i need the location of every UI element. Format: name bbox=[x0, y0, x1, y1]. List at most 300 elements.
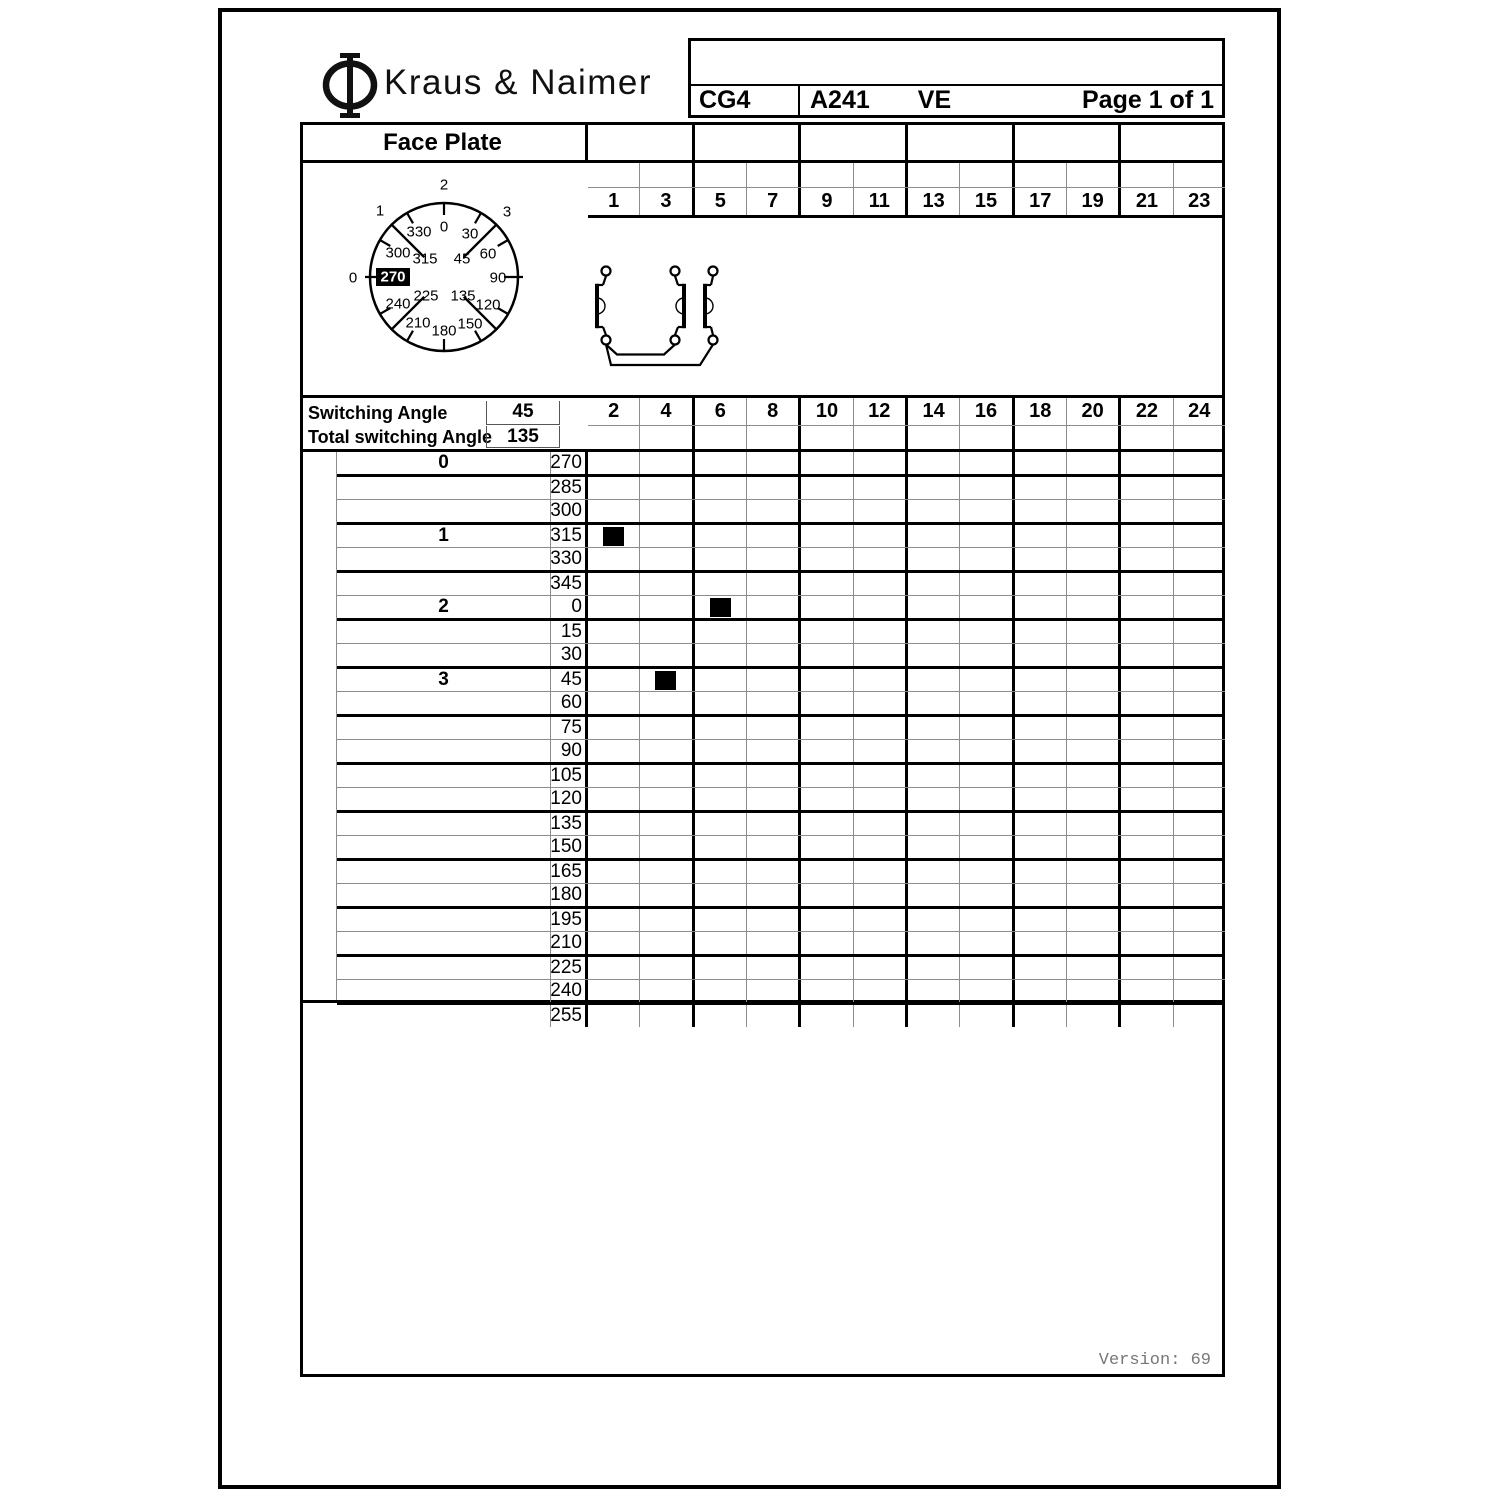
contact-state-cell bbox=[960, 573, 1014, 595]
contact-col-header-5: 5 bbox=[695, 188, 747, 215]
position-label-cell bbox=[337, 740, 551, 762]
contact-state-cell bbox=[588, 500, 640, 522]
contact-state-cell bbox=[908, 525, 960, 547]
contact-state-cell bbox=[854, 644, 908, 666]
position-label-cell: 1 bbox=[337, 525, 551, 547]
header-spacer-cell bbox=[960, 426, 1014, 449]
contact-state-cell bbox=[1174, 765, 1225, 787]
contact-state-cell bbox=[747, 573, 801, 595]
table-row-45 bbox=[337, 669, 1225, 692]
contact-col-header-6: 6 bbox=[695, 398, 747, 425]
contact-state-cell bbox=[1015, 500, 1067, 522]
title-block-info-row bbox=[691, 86, 1222, 115]
contact-state-cell bbox=[640, 788, 694, 810]
contact-state-cell bbox=[695, 477, 747, 499]
position-label-cell bbox=[337, 548, 551, 570]
angle-cell: 15 bbox=[551, 621, 588, 643]
table-row-165 bbox=[337, 861, 1225, 884]
contact-state-cell bbox=[854, 909, 908, 931]
contact-state-cell bbox=[588, 596, 640, 618]
position-label-cell bbox=[337, 765, 551, 787]
position-label-cell bbox=[337, 788, 551, 810]
contact-state-cell bbox=[1174, 477, 1225, 499]
angle-cell: 345 bbox=[551, 573, 588, 595]
contact-state-cell bbox=[1015, 957, 1067, 979]
contact-state-cell bbox=[854, 548, 908, 570]
contact-state-cell bbox=[1067, 884, 1121, 906]
contact-state-cell bbox=[960, 452, 1014, 474]
contact-state-cell bbox=[1174, 717, 1225, 739]
svg-text:225: 225 bbox=[413, 287, 439, 305]
faceplate-dial-panel bbox=[300, 163, 588, 395]
position-label-cell bbox=[337, 573, 551, 595]
contact-state-cell bbox=[1067, 500, 1121, 522]
contact-state-cell bbox=[1174, 621, 1225, 643]
contact-state-cell bbox=[908, 452, 960, 474]
position-label-cell bbox=[337, 621, 551, 643]
contact-state-cell bbox=[854, 884, 908, 906]
contact-state-cell bbox=[960, 909, 1014, 931]
angle-cell: 150 bbox=[551, 836, 588, 858]
header-spacer-cell bbox=[1121, 163, 1173, 187]
contact-state-cell bbox=[960, 548, 1014, 570]
header-spacer-cell bbox=[747, 426, 801, 449]
angle-cell: 135 bbox=[551, 813, 588, 835]
contact-state-cell bbox=[960, 740, 1014, 762]
contact-header-even-spacer-row bbox=[588, 426, 1225, 449]
header-spacer-cell bbox=[747, 163, 801, 187]
contact-state-cell bbox=[801, 909, 853, 931]
contact-state-cell bbox=[1121, 525, 1173, 547]
contact-col-header-1: 1 bbox=[588, 188, 640, 215]
contact-col-header-2: 2 bbox=[588, 398, 640, 425]
contact-closed-mark bbox=[603, 527, 624, 546]
svg-text:270: 270 bbox=[380, 268, 406, 286]
position-label-cell bbox=[337, 932, 551, 954]
header-spacer-cell bbox=[1174, 426, 1225, 449]
contact-state-cell bbox=[1121, 621, 1173, 643]
contact-state-cell bbox=[588, 861, 640, 883]
contact-state-cell bbox=[1067, 596, 1121, 618]
contact-state-cell bbox=[1067, 621, 1121, 643]
contact-state-cell bbox=[747, 909, 801, 931]
contact-state-cell bbox=[1067, 669, 1121, 691]
contact-state-cell bbox=[854, 500, 908, 522]
contact-state-cell bbox=[801, 884, 853, 906]
position-label-cell: 0 bbox=[337, 452, 551, 474]
contact-state-cell bbox=[854, 692, 908, 714]
contact-state-cell bbox=[1015, 596, 1067, 618]
contact-state-cell bbox=[747, 836, 801, 858]
contact-state-cell bbox=[695, 692, 747, 714]
angle-cell: 60 bbox=[551, 692, 588, 714]
table-row-285 bbox=[337, 477, 1225, 500]
contact-state-cell bbox=[640, 884, 694, 906]
contact-state-cell bbox=[908, 644, 960, 666]
contact-state-cell bbox=[1015, 573, 1067, 595]
contact-state-cell bbox=[747, 813, 801, 835]
contact-header-odd-numbers-row bbox=[588, 188, 1225, 215]
contact-state-cell bbox=[747, 500, 801, 522]
contact-state-cell bbox=[801, 477, 853, 499]
svg-text:30: 30 bbox=[461, 225, 479, 243]
contact-state-cell bbox=[1067, 644, 1121, 666]
contact-state-cell bbox=[640, 669, 694, 691]
contact-state-cell bbox=[960, 980, 1014, 1002]
contact-state-cell bbox=[588, 573, 640, 595]
header-spacer-cell bbox=[695, 163, 747, 187]
contact-col-header-7: 7 bbox=[747, 188, 801, 215]
page-indicator: Page 1 of 1 bbox=[1082, 86, 1214, 114]
contact-state-cell bbox=[1067, 813, 1121, 835]
contact-state-cell bbox=[695, 669, 747, 691]
svg-text:60: 60 bbox=[479, 245, 497, 263]
contact-state-cell bbox=[801, 813, 853, 835]
contact-state-cell bbox=[588, 452, 640, 474]
contact-state-cell bbox=[801, 980, 853, 1002]
contact-state-cell bbox=[1015, 669, 1067, 691]
contact-state-cell bbox=[960, 957, 1014, 979]
contact-state-cell bbox=[695, 548, 747, 570]
contact-state-cell bbox=[695, 836, 747, 858]
contact-state-cell bbox=[640, 525, 694, 547]
contact-state-cell bbox=[1015, 692, 1067, 714]
contact-state-cell bbox=[854, 621, 908, 643]
brand-name: Kraus & Naimer bbox=[384, 63, 653, 102]
contact-state-cell bbox=[695, 740, 747, 762]
contact-state-cell bbox=[1174, 692, 1225, 714]
contact-state-cell bbox=[854, 717, 908, 739]
contact-state-cell bbox=[747, 548, 801, 570]
header-spacer-cell bbox=[801, 163, 853, 187]
contact-state-cell bbox=[1015, 740, 1067, 762]
contact-state-cell bbox=[640, 548, 694, 570]
contact-col-header-8: 8 bbox=[747, 398, 801, 425]
contact-state-cell bbox=[640, 621, 694, 643]
contact-state-cell bbox=[801, 836, 853, 858]
angle-cell: 315 bbox=[551, 525, 588, 547]
contact-state-cell bbox=[1174, 957, 1225, 979]
position-label-cell: 2 bbox=[337, 596, 551, 618]
contact-state-cell bbox=[1174, 909, 1225, 931]
contact-state-cell bbox=[854, 836, 908, 858]
contact-state-cell bbox=[588, 884, 640, 906]
contact-state-cell bbox=[1174, 980, 1225, 1002]
contact-state-cell bbox=[908, 861, 960, 883]
contact-state-cell bbox=[747, 669, 801, 691]
contact-state-cell bbox=[960, 692, 1014, 714]
table-row-180 bbox=[337, 884, 1225, 909]
contact-state-cell bbox=[640, 573, 694, 595]
contact-state-cell bbox=[854, 813, 908, 835]
contact-col-header-12: 12 bbox=[854, 398, 908, 425]
contact-state-cell bbox=[1121, 500, 1173, 522]
faceplate-dial bbox=[300, 163, 588, 395]
contact-state-cell bbox=[854, 452, 908, 474]
contact-col-header-11: 11 bbox=[854, 188, 908, 215]
contact-state-cell bbox=[801, 548, 853, 570]
contact-state-cell bbox=[854, 477, 908, 499]
contact-state-cell bbox=[1067, 788, 1121, 810]
faceplate-spacer-cell bbox=[908, 125, 1015, 160]
variant-code: VE bbox=[917, 86, 952, 114]
contact-state-cell bbox=[695, 765, 747, 787]
svg-text:45: 45 bbox=[453, 250, 471, 268]
contact-state-cell bbox=[908, 813, 960, 835]
contact-state-cell bbox=[908, 932, 960, 954]
header-spacer-cell bbox=[854, 163, 908, 187]
contact-state-cell bbox=[695, 596, 747, 618]
table-row-135 bbox=[337, 813, 1225, 836]
contact-col-header-18: 18 bbox=[1015, 398, 1067, 425]
contact-state-cell bbox=[588, 740, 640, 762]
contact-state-cell bbox=[1015, 813, 1067, 835]
contact-state-cell bbox=[588, 692, 640, 714]
contact-state-cell bbox=[908, 477, 960, 499]
contact-state-cell bbox=[588, 957, 640, 979]
contact-state-cell bbox=[801, 692, 853, 714]
contact-state-cell bbox=[801, 957, 853, 979]
table-row-120 bbox=[337, 788, 1225, 813]
contact-state-cell bbox=[908, 669, 960, 691]
contact-state-cell bbox=[908, 980, 960, 1002]
position-label-cell bbox=[337, 957, 551, 979]
svg-text:135: 135 bbox=[450, 287, 476, 305]
contact-state-cell bbox=[1015, 932, 1067, 954]
angle-cell: 255 bbox=[551, 1005, 588, 1027]
contact-state-cell bbox=[588, 644, 640, 666]
contact-state-cell bbox=[1121, 644, 1173, 666]
contact-state-cell bbox=[854, 573, 908, 595]
contact-state-cell bbox=[1067, 477, 1121, 499]
contact-state-cell bbox=[1121, 717, 1173, 739]
contact-state-cell bbox=[1015, 980, 1067, 1002]
contact-state-cell bbox=[908, 621, 960, 643]
contact-col-header-15: 15 bbox=[960, 188, 1014, 215]
contact-state-cell bbox=[1067, 452, 1121, 474]
angle-cell: 240 bbox=[551, 980, 588, 1002]
header-spacer-cell bbox=[640, 426, 694, 449]
contact-state-cell bbox=[854, 980, 908, 1002]
contact-state-cell bbox=[640, 644, 694, 666]
angle-cell: 75 bbox=[551, 717, 588, 739]
position-label-cell bbox=[337, 861, 551, 883]
contact-state-cell bbox=[1174, 813, 1225, 835]
table-row-270 bbox=[337, 452, 1225, 477]
header-spacer-cell bbox=[1121, 426, 1173, 449]
contact-state-cell bbox=[640, 717, 694, 739]
contact-state-cell bbox=[908, 692, 960, 714]
table-row-300 bbox=[337, 500, 1225, 525]
angle-cell: 45 bbox=[551, 669, 588, 691]
contact-state-cell bbox=[1121, 740, 1173, 762]
contact-col-header-17: 17 bbox=[1015, 188, 1067, 215]
contact-state-cell bbox=[588, 717, 640, 739]
contact-state-cell bbox=[747, 477, 801, 499]
contact-state-cell bbox=[1174, 596, 1225, 618]
contact-state-cell bbox=[588, 836, 640, 858]
position-label-cell bbox=[337, 717, 551, 739]
angle-cell: 120 bbox=[551, 788, 588, 810]
angle-cell: 270 bbox=[551, 452, 588, 474]
contact-state-cell bbox=[908, 957, 960, 979]
contact-closed-mark bbox=[710, 598, 731, 617]
header-spacer-cell bbox=[640, 163, 694, 187]
contact-state-cell bbox=[960, 813, 1014, 835]
contact-diagram bbox=[588, 218, 1225, 395]
contact-state-cell bbox=[747, 717, 801, 739]
svg-text:3: 3 bbox=[502, 203, 512, 221]
contact-state-cell bbox=[1174, 932, 1225, 954]
contact-state-cell bbox=[1015, 909, 1067, 931]
contact-state-cell bbox=[640, 477, 694, 499]
contact-state-cell bbox=[908, 548, 960, 570]
contact-state-cell bbox=[908, 788, 960, 810]
contact-state-cell bbox=[640, 765, 694, 787]
table-row-60 bbox=[337, 692, 1225, 717]
contact-state-cell bbox=[960, 765, 1014, 787]
contact-state-cell bbox=[960, 861, 1014, 883]
header-spacer-cell bbox=[854, 426, 908, 449]
contact-state-cell bbox=[695, 621, 747, 643]
contact-state-cell bbox=[854, 861, 908, 883]
angle-cell: 0 bbox=[551, 596, 588, 618]
contact-state-cell bbox=[960, 788, 1014, 810]
contact-state-cell bbox=[1121, 477, 1173, 499]
contact-state-cell bbox=[747, 788, 801, 810]
contact-state-cell bbox=[640, 813, 694, 835]
contact-col-header-16: 16 bbox=[960, 398, 1014, 425]
contact-col-header-3: 3 bbox=[640, 188, 694, 215]
contact-state-cell bbox=[1174, 573, 1225, 595]
contact-state-cell bbox=[640, 452, 694, 474]
contact-state-cell bbox=[1121, 452, 1173, 474]
contact-state-cell bbox=[801, 740, 853, 762]
contact-state-cell bbox=[747, 765, 801, 787]
contact-state-cell bbox=[801, 500, 853, 522]
svg-text:0: 0 bbox=[439, 218, 449, 236]
contact-state-cell bbox=[1067, 717, 1121, 739]
model-code: CG4 bbox=[691, 86, 800, 115]
table-row-195 bbox=[337, 909, 1225, 932]
contact-state-cell bbox=[1067, 836, 1121, 858]
contact-state-cell bbox=[1121, 980, 1173, 1002]
contact-state-cell bbox=[1121, 692, 1173, 714]
contact-state-cell bbox=[747, 740, 801, 762]
header-spacer-cell bbox=[908, 426, 960, 449]
contact-state-cell bbox=[1174, 548, 1225, 570]
contact-state-cell bbox=[801, 669, 853, 691]
svg-text:330: 330 bbox=[406, 223, 432, 241]
contact-state-cell bbox=[801, 788, 853, 810]
table-margin-column bbox=[300, 452, 337, 1000]
total-switching-angle-label: Total switching Angle bbox=[308, 427, 492, 447]
position-label-cell bbox=[337, 692, 551, 714]
contact-state-cell bbox=[1121, 836, 1173, 858]
contact-state-cell bbox=[1067, 525, 1121, 547]
contact-state-cell bbox=[588, 477, 640, 499]
contact-state-cell bbox=[588, 525, 640, 547]
article-code: A241 bbox=[810, 86, 870, 114]
contact-state-cell bbox=[1121, 788, 1173, 810]
header-spacer-cell bbox=[960, 163, 1014, 187]
contact-state-cell bbox=[747, 621, 801, 643]
contact-state-cell bbox=[1067, 909, 1121, 931]
contact-state-cell bbox=[1121, 861, 1173, 883]
faceplate-spacer-cell bbox=[695, 125, 802, 160]
contact-state-cell bbox=[1174, 525, 1225, 547]
contact-state-cell bbox=[695, 813, 747, 835]
contact-col-header-10: 10 bbox=[801, 398, 853, 425]
contact-state-cell bbox=[1015, 452, 1067, 474]
contact-state-cell bbox=[588, 788, 640, 810]
contact-state-cell bbox=[960, 621, 1014, 643]
svg-text:90: 90 bbox=[489, 269, 507, 287]
svg-text:150: 150 bbox=[457, 315, 483, 333]
contact-state-cell bbox=[695, 957, 747, 979]
position-label-cell bbox=[337, 980, 551, 1002]
angle-cell: 210 bbox=[551, 932, 588, 954]
faceplate-spacer-cell bbox=[588, 125, 695, 160]
contact-state-cell bbox=[1174, 861, 1225, 883]
contact-state-cell bbox=[695, 980, 747, 1002]
svg-text:300: 300 bbox=[385, 244, 411, 262]
contact-state-cell bbox=[640, 861, 694, 883]
angle-cell: 285 bbox=[551, 477, 588, 499]
angle-cell: 195 bbox=[551, 909, 588, 931]
contact-col-header-24: 24 bbox=[1188, 400, 1211, 422]
faceplate-spacer-cell bbox=[801, 125, 908, 160]
contact-state-cell bbox=[908, 717, 960, 739]
header-spacer-cell bbox=[801, 426, 853, 449]
contact-state-cell bbox=[1015, 788, 1067, 810]
contact-state-cell bbox=[1015, 717, 1067, 739]
total-switching-angle-value: 135 bbox=[486, 426, 560, 448]
title-right-cell bbox=[800, 86, 1222, 115]
contact-state-cell bbox=[695, 909, 747, 931]
switching-table-rows bbox=[337, 452, 1225, 1026]
contact-state-cell bbox=[908, 765, 960, 787]
contact-state-cell bbox=[1121, 909, 1173, 931]
table-row-30 bbox=[337, 644, 1225, 669]
contact-state-cell bbox=[960, 836, 1014, 858]
angle-cell: 225 bbox=[551, 957, 588, 979]
notes-area bbox=[300, 1003, 1225, 1377]
contact-col-header-23: 23 bbox=[1188, 190, 1211, 212]
contact-state-cell bbox=[1015, 836, 1067, 858]
contact-state-cell bbox=[908, 740, 960, 762]
contact-state-cell bbox=[854, 788, 908, 810]
contact-state-cell bbox=[1174, 500, 1225, 522]
contact-state-cell bbox=[747, 692, 801, 714]
table-row-240 bbox=[337, 980, 1225, 1005]
contact-state-cell bbox=[747, 980, 801, 1002]
contact-state-cell bbox=[1067, 957, 1121, 979]
contact-state-cell bbox=[1067, 548, 1121, 570]
switching-angle-panel bbox=[300, 395, 588, 452]
contact-state-cell bbox=[801, 861, 853, 883]
contact-col-header-19: 19 bbox=[1067, 188, 1121, 215]
header-spacer-cell bbox=[1015, 426, 1067, 449]
angle-cell: 165 bbox=[551, 861, 588, 883]
contact-state-cell bbox=[695, 788, 747, 810]
header-spacer-cell bbox=[588, 163, 640, 187]
position-label-cell bbox=[337, 477, 551, 499]
contact-state-cell bbox=[1121, 932, 1173, 954]
contact-state-cell bbox=[908, 909, 960, 931]
contact-state-cell bbox=[960, 717, 1014, 739]
contact-state-cell bbox=[801, 525, 853, 547]
